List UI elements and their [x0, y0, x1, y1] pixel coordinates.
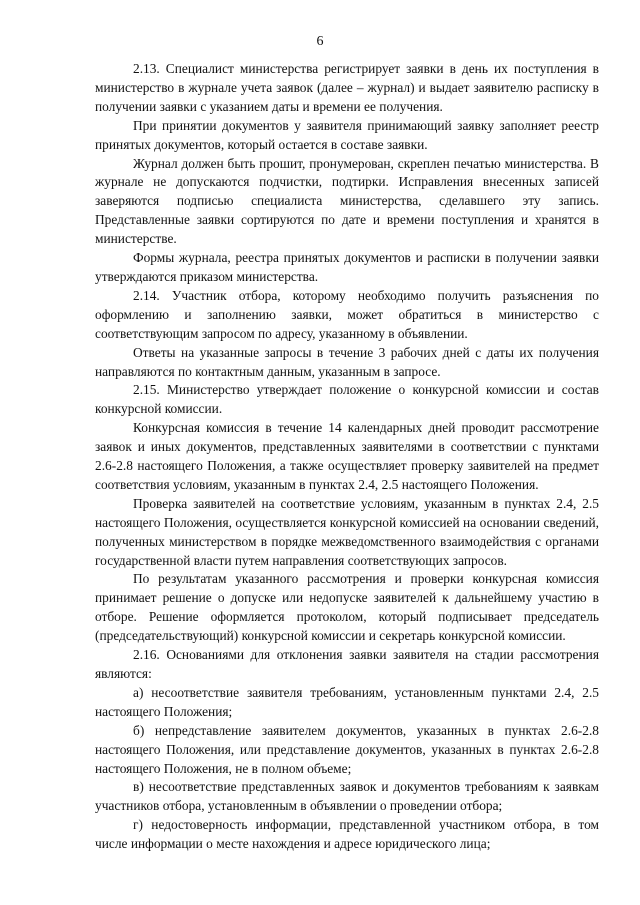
list-item-g: г) недостоверность информации, представленной участником отбора, в том числе информации о месте нахождения и адресе юридического лица;: [95, 817, 599, 852]
list-item-a: а) несоответствие заявителя требованиям, установленным пунктами 2.4, 2.5 настоящего Положения;: [95, 684, 599, 719]
page-number: 6: [316, 34, 324, 49]
paragraph-forms: Формы журнала, реестра принятых документов и расписки в получении заявки утверждаются приказом министерства.: [95, 250, 599, 284]
paragraph-commission-review: Конкурсная комиссия в течение 14 календарных дней проводит рассмотрение заявок и иных документов, представленных заявителями в соответствии с пунктами 2.6-2.8 настоящего Положения, а также осуществляет проверку заявителей на предмет соответствия условиям, указанным в пунктах 2.4, 2.5 настоящего Положения.: [95, 420, 599, 492]
paragraph-2-16: 2.16. Основаниями для отклонения заявки заявителя на стадии рассмотрения являются:: [95, 647, 599, 681]
paragraph-applicant-check: Проверка заявителей на соответствие условиям, указанным в пунктах 2.4, 2.5 настоящего Положения, осуществляется конкурсной комиссией на основании сведений, полученных министерством в порядке межведомственного взаимодействия с органами государственной власти путем направления соответствующих запросов.: [95, 495, 599, 568]
list-item-v: в) несоответствие представленных заявок и документов требованиям к заявкам участников отбора, установленным в объявлении о проведении отбора;: [95, 779, 599, 814]
list-item-b: б) непредставление заявителем документов, указанных в пунктах 2.6-2.8 настоящего Положения, или представление документов, указанных в пунктах 2.6-2.8 настоящего Положения, не в полном объеме;: [95, 722, 599, 776]
paragraph-2-15: 2.15. Министерство утверждает положение о конкурсной комиссии и состав конкурсной комиссии.: [95, 382, 599, 417]
paragraph-registry: При принятии документов у заявителя принимающий заявку заполняет реестр принятых документов, который остается в составе заявки.: [95, 117, 599, 152]
paragraph-2-13: 2.13. Специалист министерства регистрирует заявки в день их поступления в министерство в журнале учета заявок (далее – журнал) и выдает заявителю расписку в получении заявки с указанием даты и времени ее получения.: [95, 61, 599, 114]
paragraph-2-14: 2.14. Участник отбора, которому необходимо получить разъяснения по оформлению и заполнению заявки, может обратиться в министерство с соответствующим запросом по адресу, указанному в объявлении.: [95, 287, 599, 341]
paragraph-decision: По результатам указанного рассмотрения и проверки конкурсная комиссия принимает решение о допуске или недопуске заявителей к дальнейшему участию в отборе. Решение оформляется протоколом, который подписывает председатель (председательствующий) конкурсной комиссии и секретарь конкурсной комиссии.: [95, 571, 599, 644]
paragraph-journal: Журнал должен быть прошит, пронумерован, скреплен печатью министерства. В журнале не допускаются подчистки, подтирки. Исправления внесенных записей заверяются подписью специалиста министерства, сделавшего эту запись. Представленные заявки сортируются по дате и времени поступления и хранятся в министерстве.: [95, 155, 599, 247]
document-body: [95, 60, 599, 854]
paragraph-answers: Ответы на указанные запросы в течение 3 рабочих дней с даты их получения направляются по контактным данным, указанным в запросе.: [95, 344, 599, 379]
